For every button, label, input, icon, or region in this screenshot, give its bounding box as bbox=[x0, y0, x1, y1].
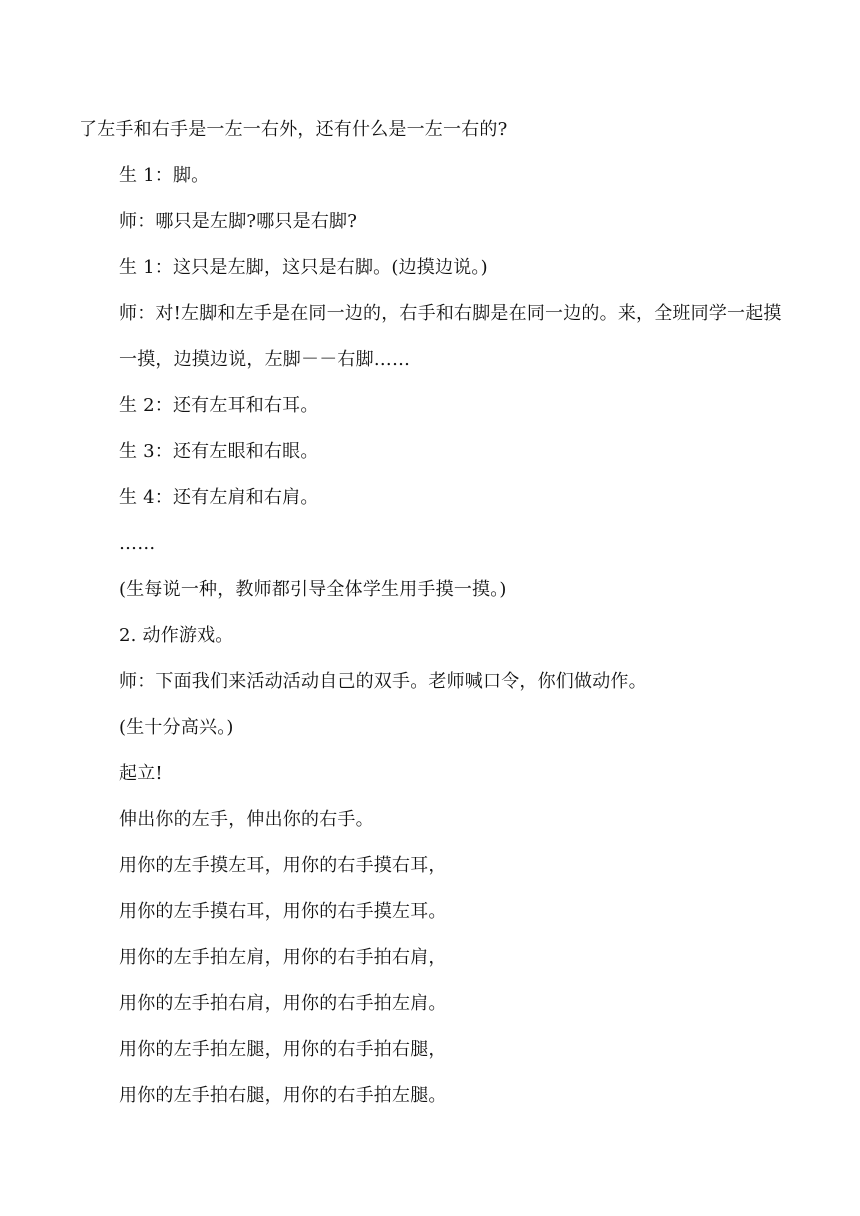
paragraph-teacher-instruction: 师：下面我们来活动活动自己的双手。老师喊口令，你们做动作。 bbox=[119, 671, 647, 692]
paragraph-student-1-answer: 生 1：这只是左脚，这只是右脚。(边摸边说。) bbox=[119, 257, 488, 278]
paragraph-teacher-question: 师：哪只是左脚?哪只是右脚? bbox=[119, 211, 358, 232]
paragraph-teacher-guidance-note: (生每说一种，教师都引导全体学生用手摸一摸。) bbox=[119, 579, 507, 600]
command-shoulders-same-side: 用你的左手拍左肩，用你的右手拍右肩， bbox=[119, 947, 447, 968]
paragraph-teacher-explanation: 师：对!左脚和左手是在同一边的，右手和右脚是在同一边的。来，全班同学一起摸一摸，边摸边说，左脚－－右脚…… bbox=[119, 303, 782, 370]
paragraph-ellipsis: …… bbox=[119, 533, 156, 554]
paragraph-student-3: 生 3：还有左眼和右眼。 bbox=[119, 441, 319, 462]
command-ears-cross: 用你的左手摸右耳，用你的右手摸左耳。 bbox=[119, 901, 447, 922]
paragraph-student-2: 生 2：还有左耳和右耳。 bbox=[119, 395, 319, 416]
section-heading-action-game: 2. 动作游戏。 bbox=[119, 625, 234, 646]
paragraph-continuation: 了左手和右手是一左一右外，还有什么是一左一右的? bbox=[79, 119, 508, 140]
paragraph-students-happy: (生十分高兴。) bbox=[119, 717, 234, 738]
command-legs-same-side: 用你的左手拍左腿，用你的右手拍右腿， bbox=[119, 1039, 447, 1060]
paragraph-student-4: 生 4：还有左肩和右肩。 bbox=[119, 487, 319, 508]
command-ears-same-side: 用你的左手摸左耳，用你的右手摸右耳， bbox=[119, 855, 447, 876]
document-body bbox=[79, 107, 784, 1119]
paragraph-student-1-feet: 生 1：脚。 bbox=[119, 165, 210, 186]
command-stand-up: 起立! bbox=[119, 763, 163, 784]
command-legs-cross: 用你的左手拍右腿，用你的右手拍左腿。 bbox=[119, 1085, 447, 1106]
command-shoulders-cross: 用你的左手拍右肩，用你的右手拍左肩。 bbox=[119, 993, 447, 1014]
command-hands-out: 伸出你的左手，伸出你的右手。 bbox=[119, 809, 374, 830]
